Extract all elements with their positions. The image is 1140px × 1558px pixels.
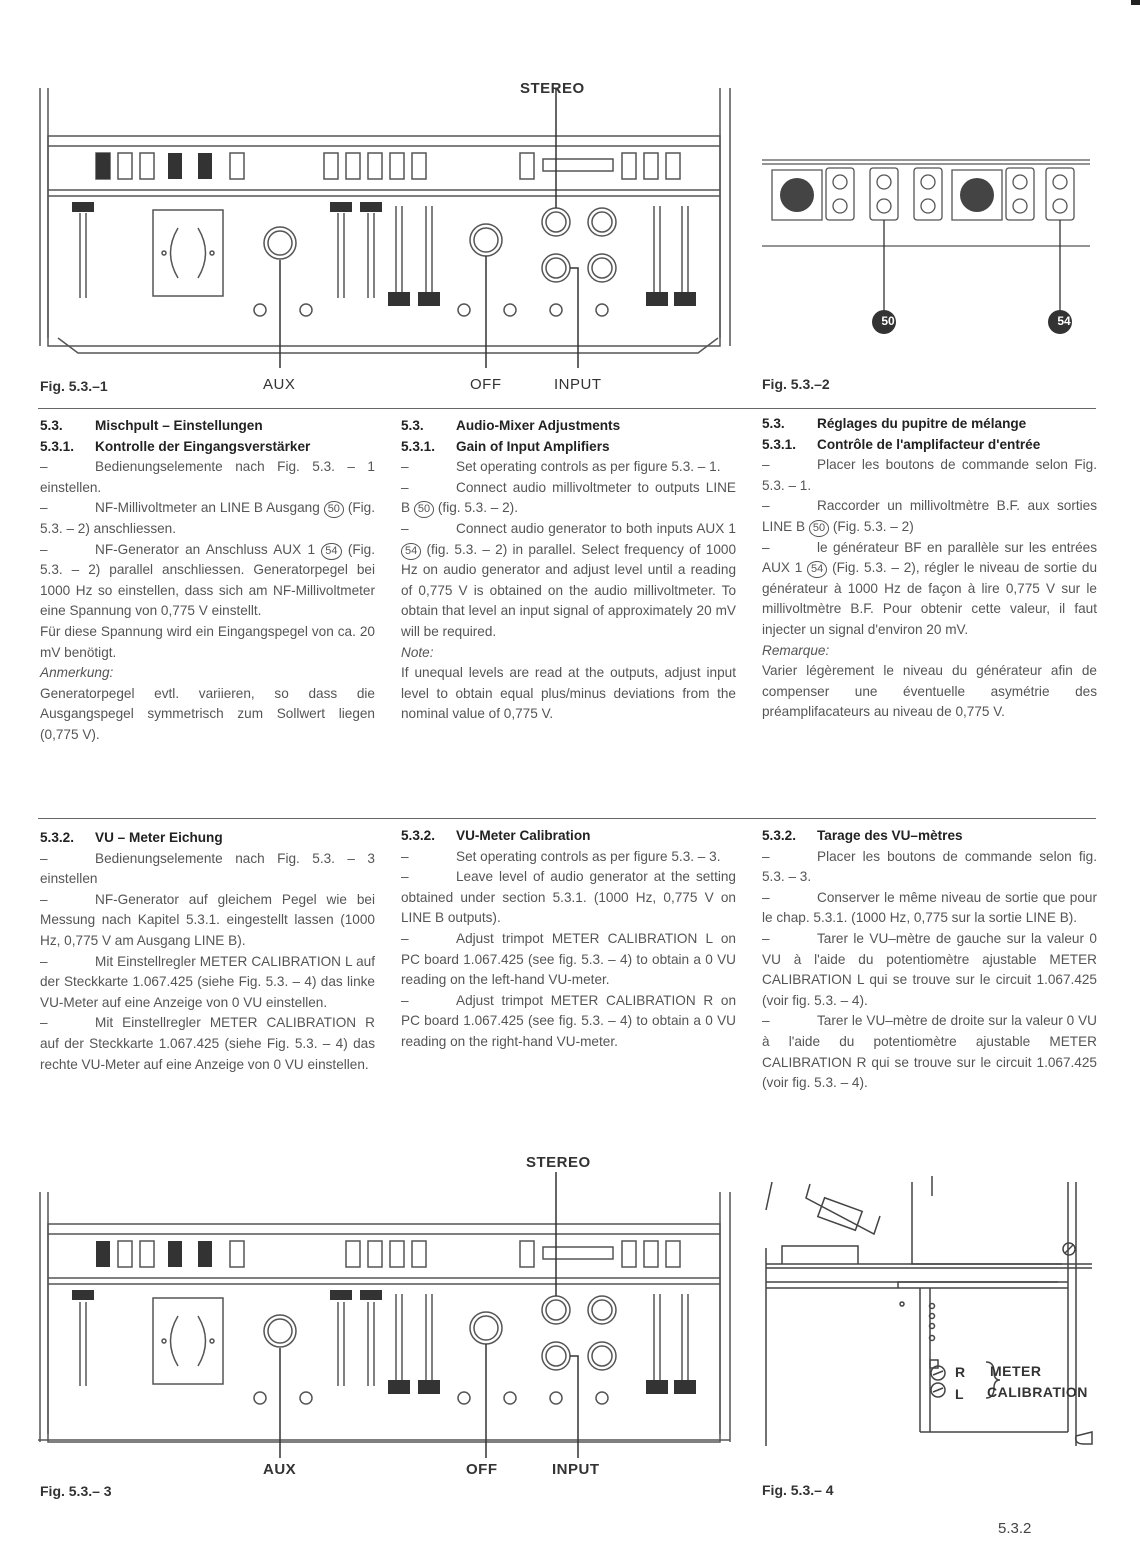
mixer-drawing-1 (38, 88, 738, 358)
input-callout: INPUT (554, 376, 602, 393)
l-label: L (955, 1386, 965, 1402)
fig1-label: Fig. 5.3.–1 (40, 378, 108, 394)
german-column-2: 5.3.2. VU – Meter Eichung – Bedienungselemente nach Fig. 5.3. – 3 einstellen – NF-Generator auf gleichem Pegel wie bei Messung nach Kapitel 5.3.1. eingestellt lassen (1000 Hz, 0,775 V am Ausgang LINE B). – Mit Einstellregler METER CALIBRATION L auf der Steckkarte 1.067.425 (siehe Fig. 5.3. – 4) das linke VU-Meter auf eine Anzeige von 0 VU einstellen. – Mit Einstellregler METER CALIBRATION R auf der Steckkarte 1.067.425 (siehe Fig. 5.3. – 4) das rechte VU-Meter auf eine Anzeige von 0 VU einstellen. (40, 830, 375, 1072)
fig3-label: Fig. 5.3.– 3 (40, 1483, 112, 1499)
german-note-title: Anmerkung: (40, 665, 114, 681)
mixer-drawing-3 (38, 1172, 738, 1452)
stereo-callout-3: STEREO (526, 1154, 591, 1171)
english-column-2: 5.3.2. VU-Meter Calibration – Set operating controls as per figure 5.3. – 3. – Leave level of audio generator at the setting obtained under section 5.3.1. (1000 Hz, 0,775 V on LINE B outputs). – Adjust trimpot METER CALIBRATION L on PC board 1.067.425 (see fig. 5.3. – 4) to obtain a 0 VU reading on the left-hand VU-meter. – Adjust trimpot METER CALIBRATION R on PC board 1.067.425 (see fig. 5.3. – 4) to obtain a 0 VU reading on the right-hand VU-meter. (401, 828, 736, 1049)
meter-label: METER (990, 1363, 1042, 1379)
english-heading-3: VU-Meter Calibration (456, 828, 591, 843)
fig2-label: Fig. 5.3.–2 (762, 376, 830, 392)
corner-mark (1131, 0, 1140, 5)
input-callout-3: INPUT (552, 1461, 600, 1478)
english-heading-1: Audio-Mixer Adjustments (456, 418, 621, 433)
aux-callout-3: AUX (263, 1461, 297, 1478)
fig4-label: Fig. 5.3.– 4 (762, 1482, 834, 1498)
german-heading-2: Kontrolle der Eingangsverstärker (95, 438, 311, 454)
english-note-title: Note: (401, 644, 434, 660)
french-heading-1: Réglages du pupitre de mélange (817, 416, 1027, 431)
off-callout-3: OFF (466, 1461, 498, 1478)
pcb-drawing (762, 1176, 1097, 1446)
page-number: 5.3.2 (998, 1520, 1032, 1537)
german-note: Generatorpegel evtl. variieren, so dass die Ausgangspegel symmetrisch zum Sollwert liegen (0,775 V). (40, 685, 375, 742)
english-heading-2: Gain of Input Amplifiers (456, 438, 610, 454)
marker-54: 54 (1057, 314, 1071, 328)
english-note: If unequal levels are read at the outputs, adjust input level to obtain equal plus/minus deviations from the nominal value of 0,775 V. (401, 665, 736, 722)
calibration-label: CALIBRATION (987, 1384, 1088, 1400)
french-column-1: 5.3. Réglages du pupitre de mélange 5.3.1. Contrôle de l'amplifacteur d'entrée – Placer les boutons de commande selon Fig. 5.3. – 1. – Raccorder un millivoltmètre B.F. aux sorties LINE B 50 (Fig. 5.3. – 2) – le générateur BF en parallèle sur les entrées AUX 1 54 (Fig. 5.3. – 2), régler le niveau de sortie du générateur à 1000 Hz de façon à lire 0,775 V sur le millivoltmètre B.F. Pour obtenir cette valeur, il faut injecter un signal d'environ 20 mV. Remarque: Varier légèrement le niveau du générateur afin de compenser une éventuelle asymétrie des préamplifacateurs au niveau de 0,775 V. (762, 414, 1097, 723)
french-heading-3: Tarage des VU–mètres (817, 828, 963, 843)
off-callout: OFF (470, 376, 502, 393)
r-label: R (955, 1364, 966, 1380)
french-heading-2: Contrôle de l'amplifacteur d'entrée (817, 436, 1041, 452)
marker-50: 50 (881, 314, 895, 328)
french-note: Varier légèrement le niveau du générateur afin de compenser une éventuelle asymétrie des préamplifacateurs au niveau de 0,775 V. (762, 663, 1097, 720)
german-heading-3: VU – Meter Eichung (95, 830, 223, 845)
aux-callout: AUX (263, 376, 296, 393)
english-column-1: 5.3. Audio-Mixer Adjustments 5.3.1. Gain of Input Amplifiers – Set operating controls as per figure 5.3. – 1. – Connect audio millivoltmeter to outputs LINE B 50 (fig. 5.3. – 2). – Connect audio generator to both inputs AUX 1 54 (fig. 5.3. – 2) in parallel. Select frequency of 1000 Hz on audio generator and adjust level until a reading of 0,775 V is obtained on the audio millivoltmeter. To obtain that level an input signal of approximately 20 mV will be required. Note: If unequal levels are read at the outputs, adjust input level to obtain equal plus/minus deviations from the nominal value of 0,775 V. (401, 416, 736, 725)
french-column-2: 5.3.2. Tarage des VU–mètres – Placer les boutons de commande selon fig. 5.3. – 3. – Conserver le même niveau de sortie que pour le chap. 5.3.1. (1000 Hz, 0,775 sur la sortie LINE B). – Tarer le VU–mètre de gauche sur la valeur 0 VU à l'aide du potentiomètre ajustable METER CALIBRATION L qui se trouve sur le circuit 1.067.425 (voir fig. 5.3. – 4). – Tarer le VU–mètre de droite sur la valeur 0 VU à l'aide du potentiomètre ajustable METER CALIBRATION R qui se trouve sur le circuit 1.067.425 (voir fig. 5.3. – 4). (762, 828, 1097, 1091)
rear-panel-drawing (762, 160, 1092, 340)
german-column-1: 5.3. Mischpult – Einstellungen 5.3.1. Kontrolle der Eingangsverstärker – Bedienungselemente nach Fig. 5.3. – 1 einstellen. – NF-Millivoltmeter an LINE B Ausgang 50 (Fig. 5.3. – 2) anschliessen. – NF-Generator an Anschluss AUX 1 54 (Fig. 5.3. – 2) parallel anschliessen. Generatorpegel bei 1000 Hz so einstellen, dass sich am NF-Millivoltmeter eine Spannung von 0,775 V einstellt. Für diese Spannung wird ein Eingangspegel von ca. 20 mV benötigt. Anmerkung: Generatorpegel evtl. variieren, so dass die Ausgangspegel symmetrisch zum Sollwert liegen (0,775 V). (40, 416, 375, 746)
german-heading-1: Mischpult – Einstellungen (95, 418, 263, 433)
stereo-callout: STEREO (520, 80, 585, 97)
french-note-title: Remarque: (762, 642, 830, 658)
